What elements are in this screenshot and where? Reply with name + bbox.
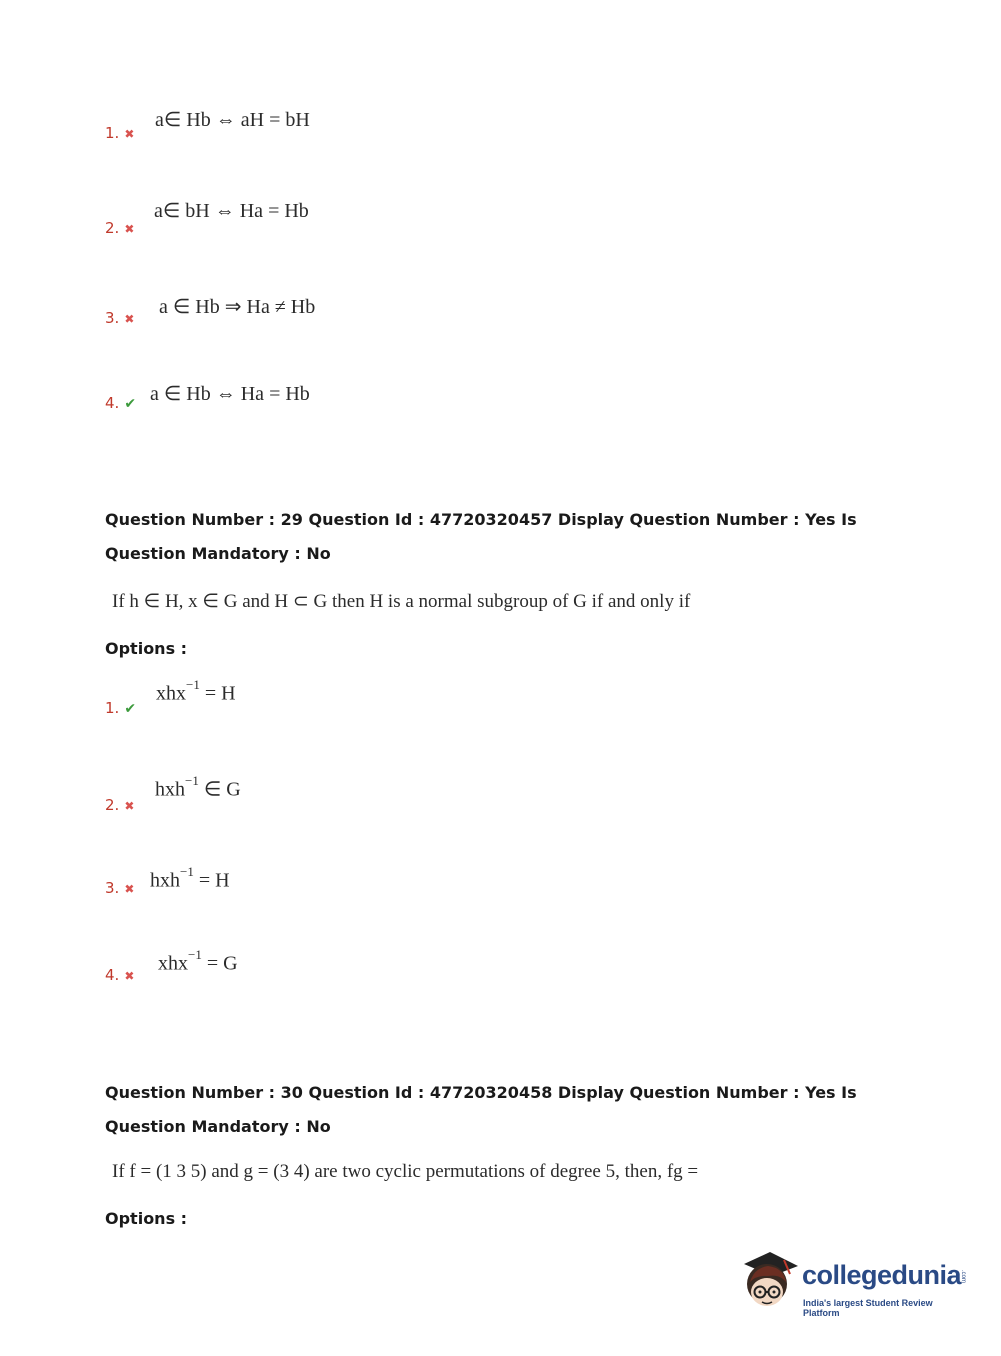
option-math-exp: −1 [186, 677, 200, 692]
option-number: 3. [105, 309, 120, 327]
option-math-rest: ∈ G [198, 778, 241, 801]
option-number: 2. [105, 219, 120, 237]
option-math-exp: −1 [185, 773, 199, 788]
option-number: 4. [105, 394, 120, 412]
mascot-icon [740, 1248, 802, 1320]
logo-com: .com [960, 1270, 966, 1284]
option-math-rest: = H [193, 869, 230, 892]
option-math: a ∈ Hb ⇔ Ha = Hb [150, 383, 310, 405]
question-29-options-label: Options : [105, 639, 188, 658]
check-icon: ✔ [124, 396, 137, 412]
cross-icon: ✖ [124, 312, 135, 326]
option-math-base: xhx [158, 952, 188, 975]
option-math-base: hxh [150, 869, 180, 892]
option-math: a∈ bH ⇔ Ha = Hb [154, 200, 309, 222]
option-math-exp: −1 [180, 864, 194, 879]
question-30-header: Question Number : 30 Question Id : 47720320458 Display Question Number : Yes Is Question Mandatory : No [105, 1083, 857, 1136]
option-math: a∈ Hb ⇔ aH = bH [155, 109, 310, 131]
option-math-rest: = G [201, 952, 238, 975]
collegedunia-logo [740, 1248, 970, 1320]
question-30-text: If f = (1 3 5) and g = (3 4) are two cyclic permutations of degree 5, then, fg = [112, 1161, 699, 1182]
option-math-base: hxh [155, 778, 185, 801]
logo-name: collegedunia [802, 1260, 962, 1290]
cross-icon: ✖ [124, 882, 135, 896]
cross-icon: ✖ [124, 969, 135, 983]
question-30-options-label: Options : [105, 1209, 188, 1228]
question-29-header: Question Number : 29 Question Id : 47720320457 Display Question Number : Yes Is Question Mandatory : No [105, 510, 857, 563]
option-math: a ∈ Hb ⇒ Ha ≠ Hb [159, 296, 316, 318]
logo-tagline: India's largest Student Review Platform [803, 1298, 933, 1318]
option-math-rest: = H [199, 682, 236, 705]
option-number: 1. [105, 699, 120, 717]
cross-icon: ✖ [124, 127, 135, 141]
option-number: 4. [105, 966, 120, 984]
option-math-base: xhx [156, 682, 186, 705]
option-math-exp: −1 [188, 947, 202, 962]
option-number: 3. [105, 879, 120, 897]
cross-icon: ✖ [124, 799, 135, 813]
check-icon: ✔ [124, 701, 137, 717]
option-number: 1. [105, 124, 120, 142]
question-29-text: If h ∈ H, x ∈ G and H ⊂ G then H is a normal subgroup of G if and only if [112, 591, 691, 612]
cross-icon: ✖ [124, 222, 135, 236]
option-number: 2. [105, 796, 120, 814]
